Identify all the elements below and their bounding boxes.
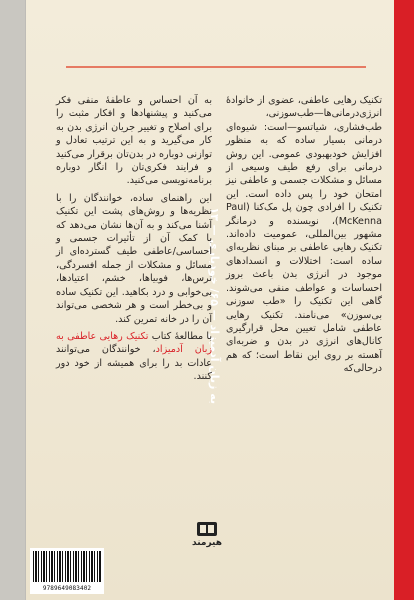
publisher-logo xyxy=(186,522,228,548)
blurb-paragraph: این راهنمای ساده، خوانندگان را با نظریه‌ها و روش‌های پشت این تکنیک آشنا می‌کند و به آن‌ها نشان می‌دهد که با کمک آن از تأثیرات جسمی و احساسی/عاطفی طیف گسترده‌ای از مسائل و مشکلات از جمله افسردگی، ترس‌ها، فوبیاها، خشم، اعتیادها، بی‌خوابی و درد بکاهید. این تکنیک ساده و بی‌خطر است و هر شخصی می‌تواند آن را در خانه تمرین کند. xyxy=(56,192,212,325)
publisher-logo-icon xyxy=(197,522,217,536)
publisher-name: هیرمند xyxy=(192,538,222,548)
blurb-paragraph-closing xyxy=(56,330,212,384)
book-title-highlight: تکنیک رهایی عاطفی به زبان آدمیزاد xyxy=(56,330,212,356)
book-spine-edge xyxy=(0,0,26,600)
blurb-paragraph: تکنیک رهایی عاطفی، عضوی از خانوادهٔ انرژی‌درمانی‌ها—طب‌سوزنی، طب‌فشاری، شیاتسو—است: شیوه‌ای درمانی بسیار ساده که به منظور افزایش خودبهبودی عمومی. این روش درمانی برای رفع طیف وسیعی از مسائل و مشکلات جسمی و عاطفی نیز امتحان خود را پس داده است. این تکنیک را افرادی چون پل مک‌کنا (Paul McKenna)، نویسنده و درمانگر مشهور بین‌المللی، عمومیت داده‌اند. تکنیک رهایی عاطفی بر مبنای نظریه‌ای ساده است: اختلالات و انسدادهای موجود در انرژی بدن باعث بروز احساسات و عواطف منفی می‌شوند. گاهی این تکنیک را «طب سوزنی بی‌سوزن» می‌نامند. تکنیک رهایی عاطفی شامل تعیین محل قرارگیری کانال‌های انرژی در بدن و ضربه‌ای آهسته بر روی این نقاط است؛ که هم درحالی‌که xyxy=(226,95,382,375)
blurb-left-column xyxy=(56,94,212,388)
barcode-bars xyxy=(33,551,101,582)
blurb-text: ، خوانندگان می‌توانند عادات بد را برای همیشه از خود دور کنند. xyxy=(56,344,212,383)
blurb-text: با مطالعهٔ کتاب xyxy=(148,330,212,342)
top-divider-rule xyxy=(66,66,366,68)
blurb-right-column xyxy=(226,94,382,380)
barcode-number: 9789649083402 xyxy=(42,585,92,592)
series-title: به زبان آدمیزاد — ۶۵/ خودیاری — ۱۳ xyxy=(208,207,221,404)
blurb-paragraph: به آن احساس و عاطفهٔ منفی فکر می‌کنید و پیشنهادها و افکار مثبت را برای اصلاح و تغییر جریان انرژی بدن به کار می‌گیرید و به این ترتیب تعادل و توازنی دوباره در بدن‌تان برقرار می‌کنید و فرایند فکری‌تان را انگار دوباره برنامه‌نویسی می‌کنید. xyxy=(56,95,212,187)
isbn-barcode xyxy=(30,548,104,594)
